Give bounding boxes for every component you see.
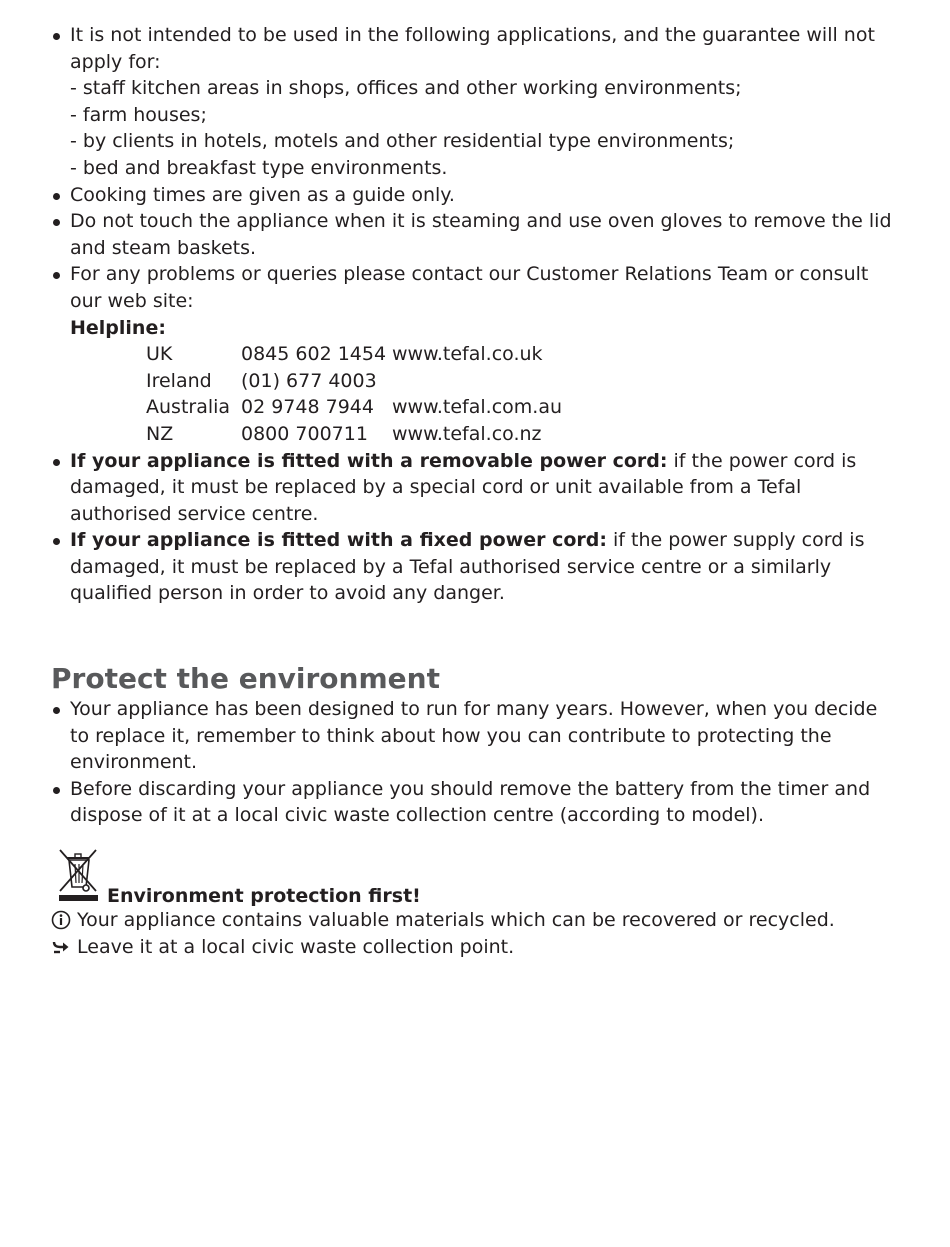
- helpline-country: Australia: [146, 396, 231, 419]
- helpline-phone: 0845 602 1454: [241, 343, 387, 366]
- list-item: [51, 182, 901, 209]
- recoverable-materials-line: [51, 907, 901, 934]
- helpline-label: Helpline:: [70, 316, 166, 339]
- table-row: [146, 341, 562, 368]
- helpline-phone: 02 9748 7944: [241, 396, 374, 419]
- helpline-table: [146, 341, 562, 447]
- crossed-out-wheelie-bin-icon: [56, 847, 100, 903]
- collection-point-text: Leave it at a local civic waste collection point.: [77, 935, 515, 958]
- not-intended-intro: It is not intended to be used in the following applications, and the guarantee will not apply for:: [70, 24, 875, 73]
- cooking-times-text: Cooking times are given as a guide only.: [70, 183, 455, 206]
- list-item: [51, 776, 901, 829]
- list-item: [51, 527, 901, 607]
- helpline-country: Ireland: [146, 369, 212, 392]
- list-item: [51, 208, 901, 261]
- exclusion-staff-kitchens: - staff kitchen areas in shops, offices and other working environments;: [70, 77, 742, 100]
- helpline-phone: (01) 677 4003: [241, 369, 377, 392]
- exclusion-bed-and-breakfast: - bed and breakfast type environments.: [70, 156, 448, 179]
- exclusion-hotels: - by clients in hotels, motels and other residential type environments;: [70, 130, 735, 153]
- exclusion-farm-houses: - farm houses;: [70, 103, 207, 126]
- recoverable-materials-text: Your appliance contains valuable materials which can be recovered or recycled.: [77, 909, 835, 931]
- protect-environment-heading: Protect the environment: [51, 662, 440, 696]
- fixed-cord-heading: If your appliance is fitted with a fixed power cord:: [70, 529, 607, 552]
- removable-cord-heading: If your appliance is fitted with a removable power cord:: [70, 449, 668, 472]
- steam-warning-text: Do not touch the appliance when it is steaming and use oven gloves to remove the lid and steam baskets.: [70, 210, 892, 259]
- fixed-cord-text: if the power supply cord is damaged, it must be replaced by a Tefal authorised service centre or a similarly qualified person in order to avoid any danger.: [70, 529, 865, 605]
- document-page: [51, 22, 901, 829]
- contact-text: For any problems or queries please contact our Customer Relations Team or consult our web site:: [70, 263, 869, 312]
- environment-protection-header: [51, 847, 901, 907]
- info-circle-icon: [51, 910, 71, 930]
- helpline-phone: 0800 700711: [241, 422, 368, 445]
- environment-text: Your appliance has been designed to run for many years. However, when you decide to replace it, remember to think about how you can contribute to protecting the environment.: [70, 698, 878, 774]
- list-item: [51, 696, 901, 776]
- list-item: [51, 448, 901, 528]
- list-item: [51, 261, 901, 447]
- environment-bullet-list: [51, 696, 901, 829]
- environment-protection-title: Environment protection first!: [107, 885, 421, 907]
- helpline-country: NZ: [146, 422, 174, 445]
- table-row: [146, 421, 562, 448]
- battery-disposal-text: Before discarding your appliance you should remove the battery from the timer and dispose of it at a local civic waste collection centre (according to model).: [70, 777, 871, 827]
- helpline-website: www.tefal.com.au: [392, 396, 563, 419]
- collection-point-line: [51, 934, 901, 961]
- environment-protection-block: [51, 847, 901, 960]
- list-item: [51, 22, 901, 182]
- helpline-country: UK: [146, 343, 173, 366]
- helpline-website: [392, 368, 562, 395]
- curved-arrow-icon: [51, 937, 71, 957]
- removable-cord-text: if the power cord is damaged, it must be replaced by a special cord or unit available from a Tefal authorised service centre.: [70, 449, 857, 525]
- table-row: [146, 394, 562, 421]
- helpline-website: www.tefal.co.uk: [392, 343, 543, 366]
- helpline-website: www.tefal.co.nz: [392, 422, 542, 445]
- safety-bullet-list: [51, 22, 901, 607]
- table-row: [146, 368, 562, 395]
